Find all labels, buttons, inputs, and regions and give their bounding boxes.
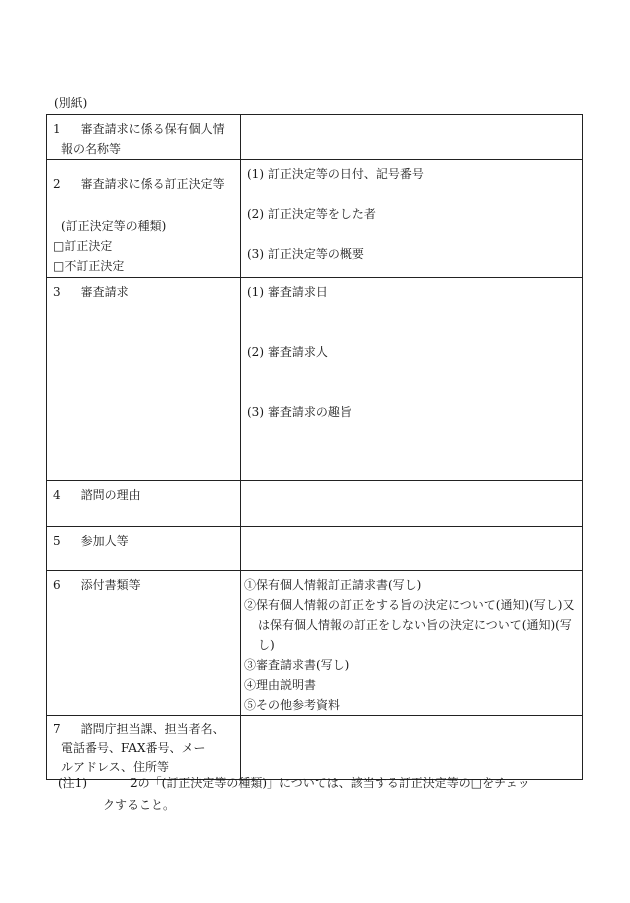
row-7-label	[47, 716, 241, 780]
table-row	[47, 527, 583, 571]
row-title-cont: 電話番号、FAX番号、メー	[61, 741, 206, 755]
attachment-item: ①保有個人情報訂正請求書(写し)	[244, 578, 422, 592]
footnote	[58, 772, 588, 816]
row-3-label	[47, 278, 241, 481]
attachment-item: ③審査請求書(写し)	[244, 658, 350, 672]
row-6-content	[241, 571, 583, 716]
table-row	[47, 160, 583, 278]
item: (2) 訂正決定等をした者	[247, 207, 376, 221]
row-number: 7	[53, 722, 61, 736]
row-title: 審査請求に係る訂正決定等	[80, 177, 225, 191]
table-row	[47, 278, 583, 481]
row-title-cont: 報の名称等	[61, 142, 122, 156]
row-title: 添付書類等	[80, 578, 141, 592]
row-1-content	[241, 115, 583, 160]
row-title: 諮問庁担当課、担当者名、	[80, 722, 225, 736]
checkbox-no-correction[interactable]: □不訂正決定	[53, 259, 125, 273]
row-2-label	[47, 160, 241, 278]
row-number: 3	[53, 285, 61, 299]
attachment-item: ⑤その他参考資料	[244, 698, 341, 712]
row-title: 審査請求	[80, 285, 129, 299]
table-row	[47, 571, 583, 716]
row-number: 1	[53, 122, 61, 136]
item: (3) 訂正決定等の概要	[247, 247, 364, 261]
row-1-label	[47, 115, 241, 160]
row-4-label	[47, 481, 241, 527]
page-label: (別紙)	[54, 96, 88, 110]
row-title: 審査請求に係る保有個人情	[80, 122, 225, 136]
row-title: 参加人等	[80, 534, 129, 548]
table-row	[47, 115, 583, 160]
form-table	[46, 114, 583, 780]
table-row	[47, 481, 583, 527]
row-number: 5	[53, 534, 61, 548]
row-3-content	[241, 278, 583, 481]
row-number: 2	[53, 177, 61, 191]
footnote-text-cont: クすること。	[103, 798, 176, 812]
table-row	[47, 716, 583, 780]
row-5-label	[47, 527, 241, 571]
attachment-item: ②保有個人情報の訂正をする旨の決定について(通知)(写し)又は保有個人情報の訂正をしない旨の決定について(通知)(写し)	[244, 598, 575, 652]
item: (2) 審査請求人	[247, 345, 328, 359]
item: (3) 審査請求の趣旨	[247, 405, 352, 419]
row-number: 6	[53, 578, 61, 592]
row-5-content	[241, 527, 583, 571]
row-title: 諮問の理由	[80, 488, 141, 502]
kind-label: (訂正決定等の種類)	[61, 219, 167, 233]
footnote-text: 2の「(訂正決定等の種類)」については、該当する訂正決定等の□をチェッ	[130, 776, 530, 790]
item: (1) 訂正決定等の日付、記号番号	[247, 167, 424, 181]
row-7-content	[241, 716, 583, 780]
row-title-cont: ルアドレス、住所等	[61, 760, 170, 774]
footnote-tag: (注1)	[58, 776, 87, 790]
checkbox-correction[interactable]: □訂正決定	[53, 239, 113, 253]
row-4-content	[241, 481, 583, 527]
row-number: 4	[53, 488, 61, 502]
attachment-item: ④理由説明書	[244, 678, 317, 692]
row-6-label	[47, 571, 241, 716]
row-2-content	[241, 160, 583, 278]
item: (1) 審査請求日	[247, 285, 328, 299]
